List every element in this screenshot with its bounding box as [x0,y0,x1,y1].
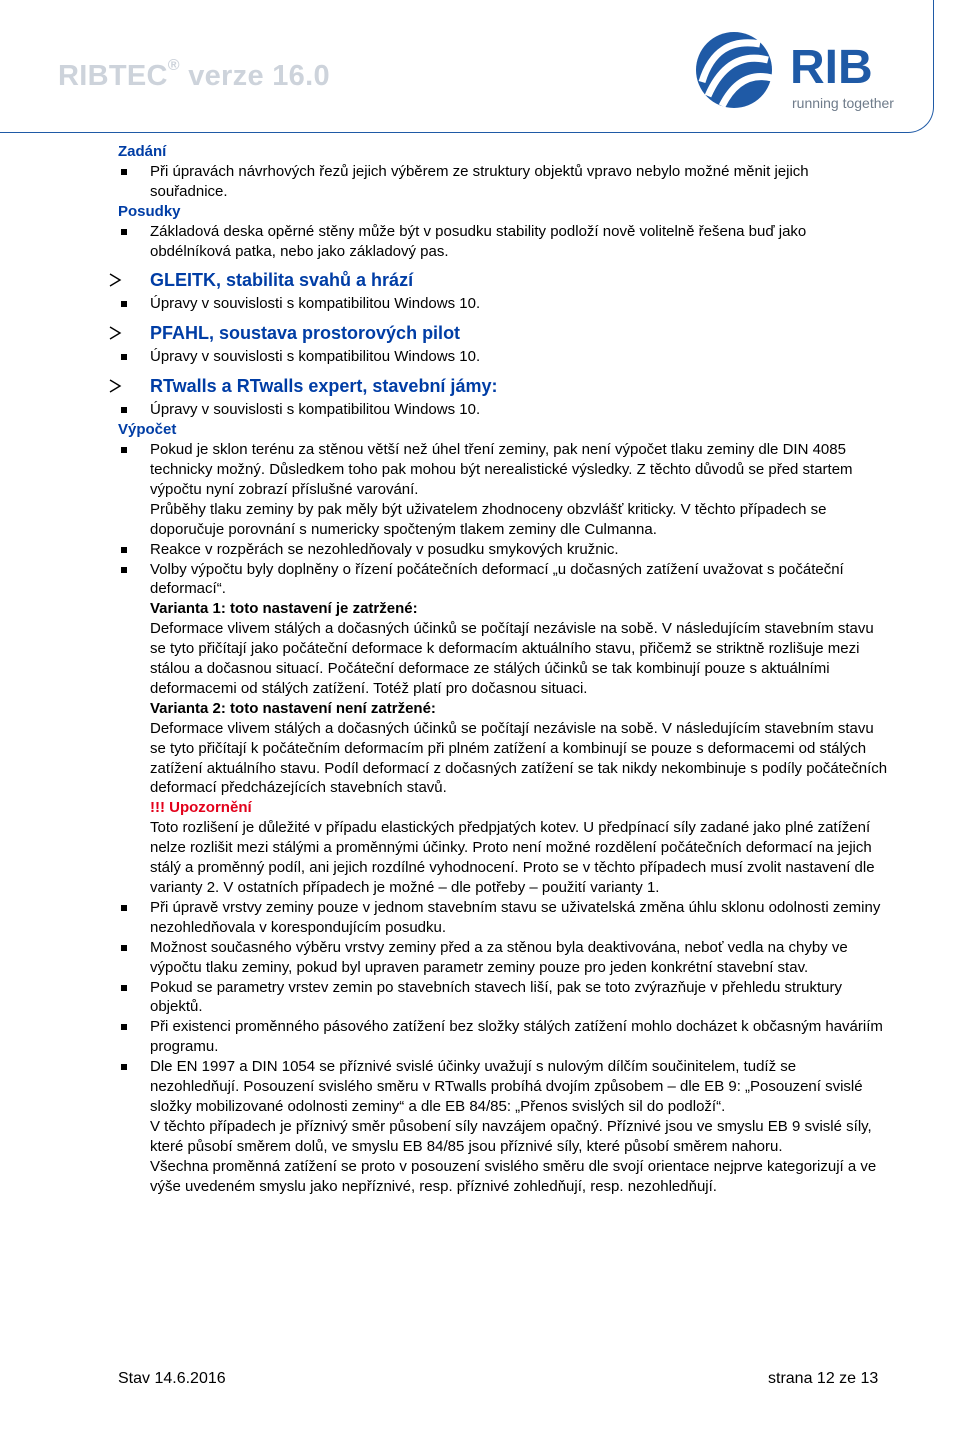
variant-1-label: Varianta 1: toto nastavení je zatržené: [150,600,418,618]
list-item: Pokud se parametry vrstev zemin po stavebních stavech liší, pak se toto zvýrazňuje v přehledu struktury objektů. [118,978,888,1018]
product-name: RIBTEC [58,60,168,92]
footer-page-number: strana 12 ze 13 [768,1370,879,1387]
variant-2-label: Varianta 2: toto nastavení není zatržené: [150,699,436,717]
list-item: Volby výpočtu byly doplněny o řízení počátečních deformací „u dočasných zatížení uvažovat s počáteční deformací“. [118,560,888,600]
list-item: Dle EN 1997 a DIN 1054 se příznivé svislé účinky uvažují s nulovým dílčím součinitelem, tudíž se nezohledňují. Posouzení svislého směru v RTwalls probíhá dvojím způsobem – dle EB 9: „Posouzení svislé složky mobilizované odolnosti zeminy“ a dle EB 84/85: „Přenos svislých sil do podloží“. [118,1057,888,1117]
list-item: Reakce v rozpěrách se nezohledňovaly v posudku smykových kružnic. [118,540,888,560]
heading-pfahl [118,321,888,345]
heading-text: GLEITK, stabilita svahů a hrází [150,270,414,291]
list-item: Při existenci proměnného pásového zatížení bez složky stálých zatížení mohlo docházet k občasným haváriím programu. [118,1017,888,1057]
footer-date: Stav 14.6.2016 [118,1370,226,1387]
warning-label: !!! Upozornění [150,799,252,817]
arrow-marker-icon [107,272,127,288]
section-label-vypocet: Výpočet [118,421,177,439]
list-item: Úpravy v souvislosti s kompatibilitou Windows 10. [118,400,888,420]
list-item: Úpravy v souvislosti s kompatibilitou Windows 10. [118,347,888,367]
product-version: verze 16.0 [188,60,330,92]
list-item: Možnost současného výběru vrstvy zeminy před a za stěnou byla deaktivována, neboť vedla na chyby ve výpočtu tlaku zeminy, pokud byl upraven parametr zeminy pouze pro jeden konkrétní stavební stav. [118,938,888,978]
section-label-posudky: Posudky [118,202,181,220]
list-item: Základová deska opěrné stěny může být v posudku stability podloží nově volitelně řešena buď jako obdélníková patka, nebo jako základový pas. [118,222,888,262]
paragraph: Všechna proměnná zatížení se proto v posouzení svislého směru dle svojí orientace nejprve kategorizují a ve výše uvedeném smyslu jako nepříznivé, resp. příznivé zohledňují, resp. nezohledňují. [150,1157,877,1195]
section-label-zadani: Zadání [118,143,167,160]
arrow-marker-icon [107,378,127,394]
arrow-marker-icon [107,325,127,341]
logo-tagline: running together [792,95,894,111]
logo-wordmark: RIB [790,41,873,94]
list-item: Úpravy v souvislosti s kompatibilitou Windows 10. [118,294,888,314]
list-item: Při úpravách návrhových řezů jejich výběrem ze struktury objektů vpravo nebylo možné měnit jejich souřadnice. [118,162,888,202]
variant-1-text: Deformace vlivem stálých a dočasných účinků se počítají nezávisle na sobě. V následujícím stavebním stavu se tyto přičítají jako počáteční deformace k deformacím aktuálního stavu, přičemž se striktně rozlišuje mezi stálou a dočasnou situací. Počáteční deformace ze stálých účinků se tak kombinují pouze s aktuálními deformacemi od stálých zatížení. Totéž platí pro dočasnou situaci. [150,620,874,697]
paragraph: Průběhy tlaku zeminy by pak měly být uživatelem zhodnoceny obzvlášť kriticky. V těchto případech se doporučuje porovnání s numericky spočteným tlakem zeminy dle Culmanna. [150,500,827,538]
heading-rtwalls [118,374,888,398]
registered-mark: ® [167,57,180,75]
page-content [118,142,888,1197]
heading-text: PFAHL, soustava prostorových pilot [150,323,461,344]
heading-text: RTwalls a RTwalls expert, stavební jámy: [150,376,498,397]
paragraph: V těchto případech je příznivý směr působení síly navzájem opačný. Příznivé jsou ve smyslu EB 9 svislé síly, které působí směrem dolů, ve smyslu EB 84/85 jsou příznivé síly, které působí směrem nahoru. [150,1117,872,1155]
rib-logo [694,30,904,114]
product-title [58,57,330,93]
list-item: Při úpravě vrstvy zeminy pouze v jednom stavebním stavu se uživatelská změna úhlu sklonu odolnosti zeminy nezohledňovala v korespondujícím posudku. [118,898,888,938]
warning-text: Toto rozlišení je důležité v případu elastických předpjatých kotev. U předpínací síly zadané jako plné zatížení nelze rozlišit mezi stálými a proměnnými účinky. Proto není možné rozdělení počátečních deformací na jejich stálý a proměnný podíl, ani jejich rozdílné vyhodnocení. Proto se v těchto případech musí zvolit nastavení dle varianty 2. V ostatních případech je možné – dle potřeby – použití varianty 1. [150,819,875,896]
heading-gleitk [118,268,888,292]
rib-globe-icon [696,32,772,108]
list-item: Pokud je sklon terénu za stěnou větší než úhel tření zeminy, pak není výpočet tlaku zeminy dle DIN 4085 technicky možný. Důsledkem toho pak mohou být nerealistické výsledky. Z těchto důvodů se před startem výpočtu nyní zobrazí příslušné varování. [118,440,888,500]
variant-2-text: Deformace vlivem stálých a dočasných účinků se počítají nezávisle na sobě. V následujícím stavebním stavu se tyto přičítají k počátečním deformacím při plném zatížení a kombinují se pouze s deformacemi od stálých zatížení aktuálního stavu. Podíl deformací z dočasných zatížení se tak nikdy nekombinuje s podíly počátečních deformací předcházejících stavebních stavů. [150,719,888,797]
